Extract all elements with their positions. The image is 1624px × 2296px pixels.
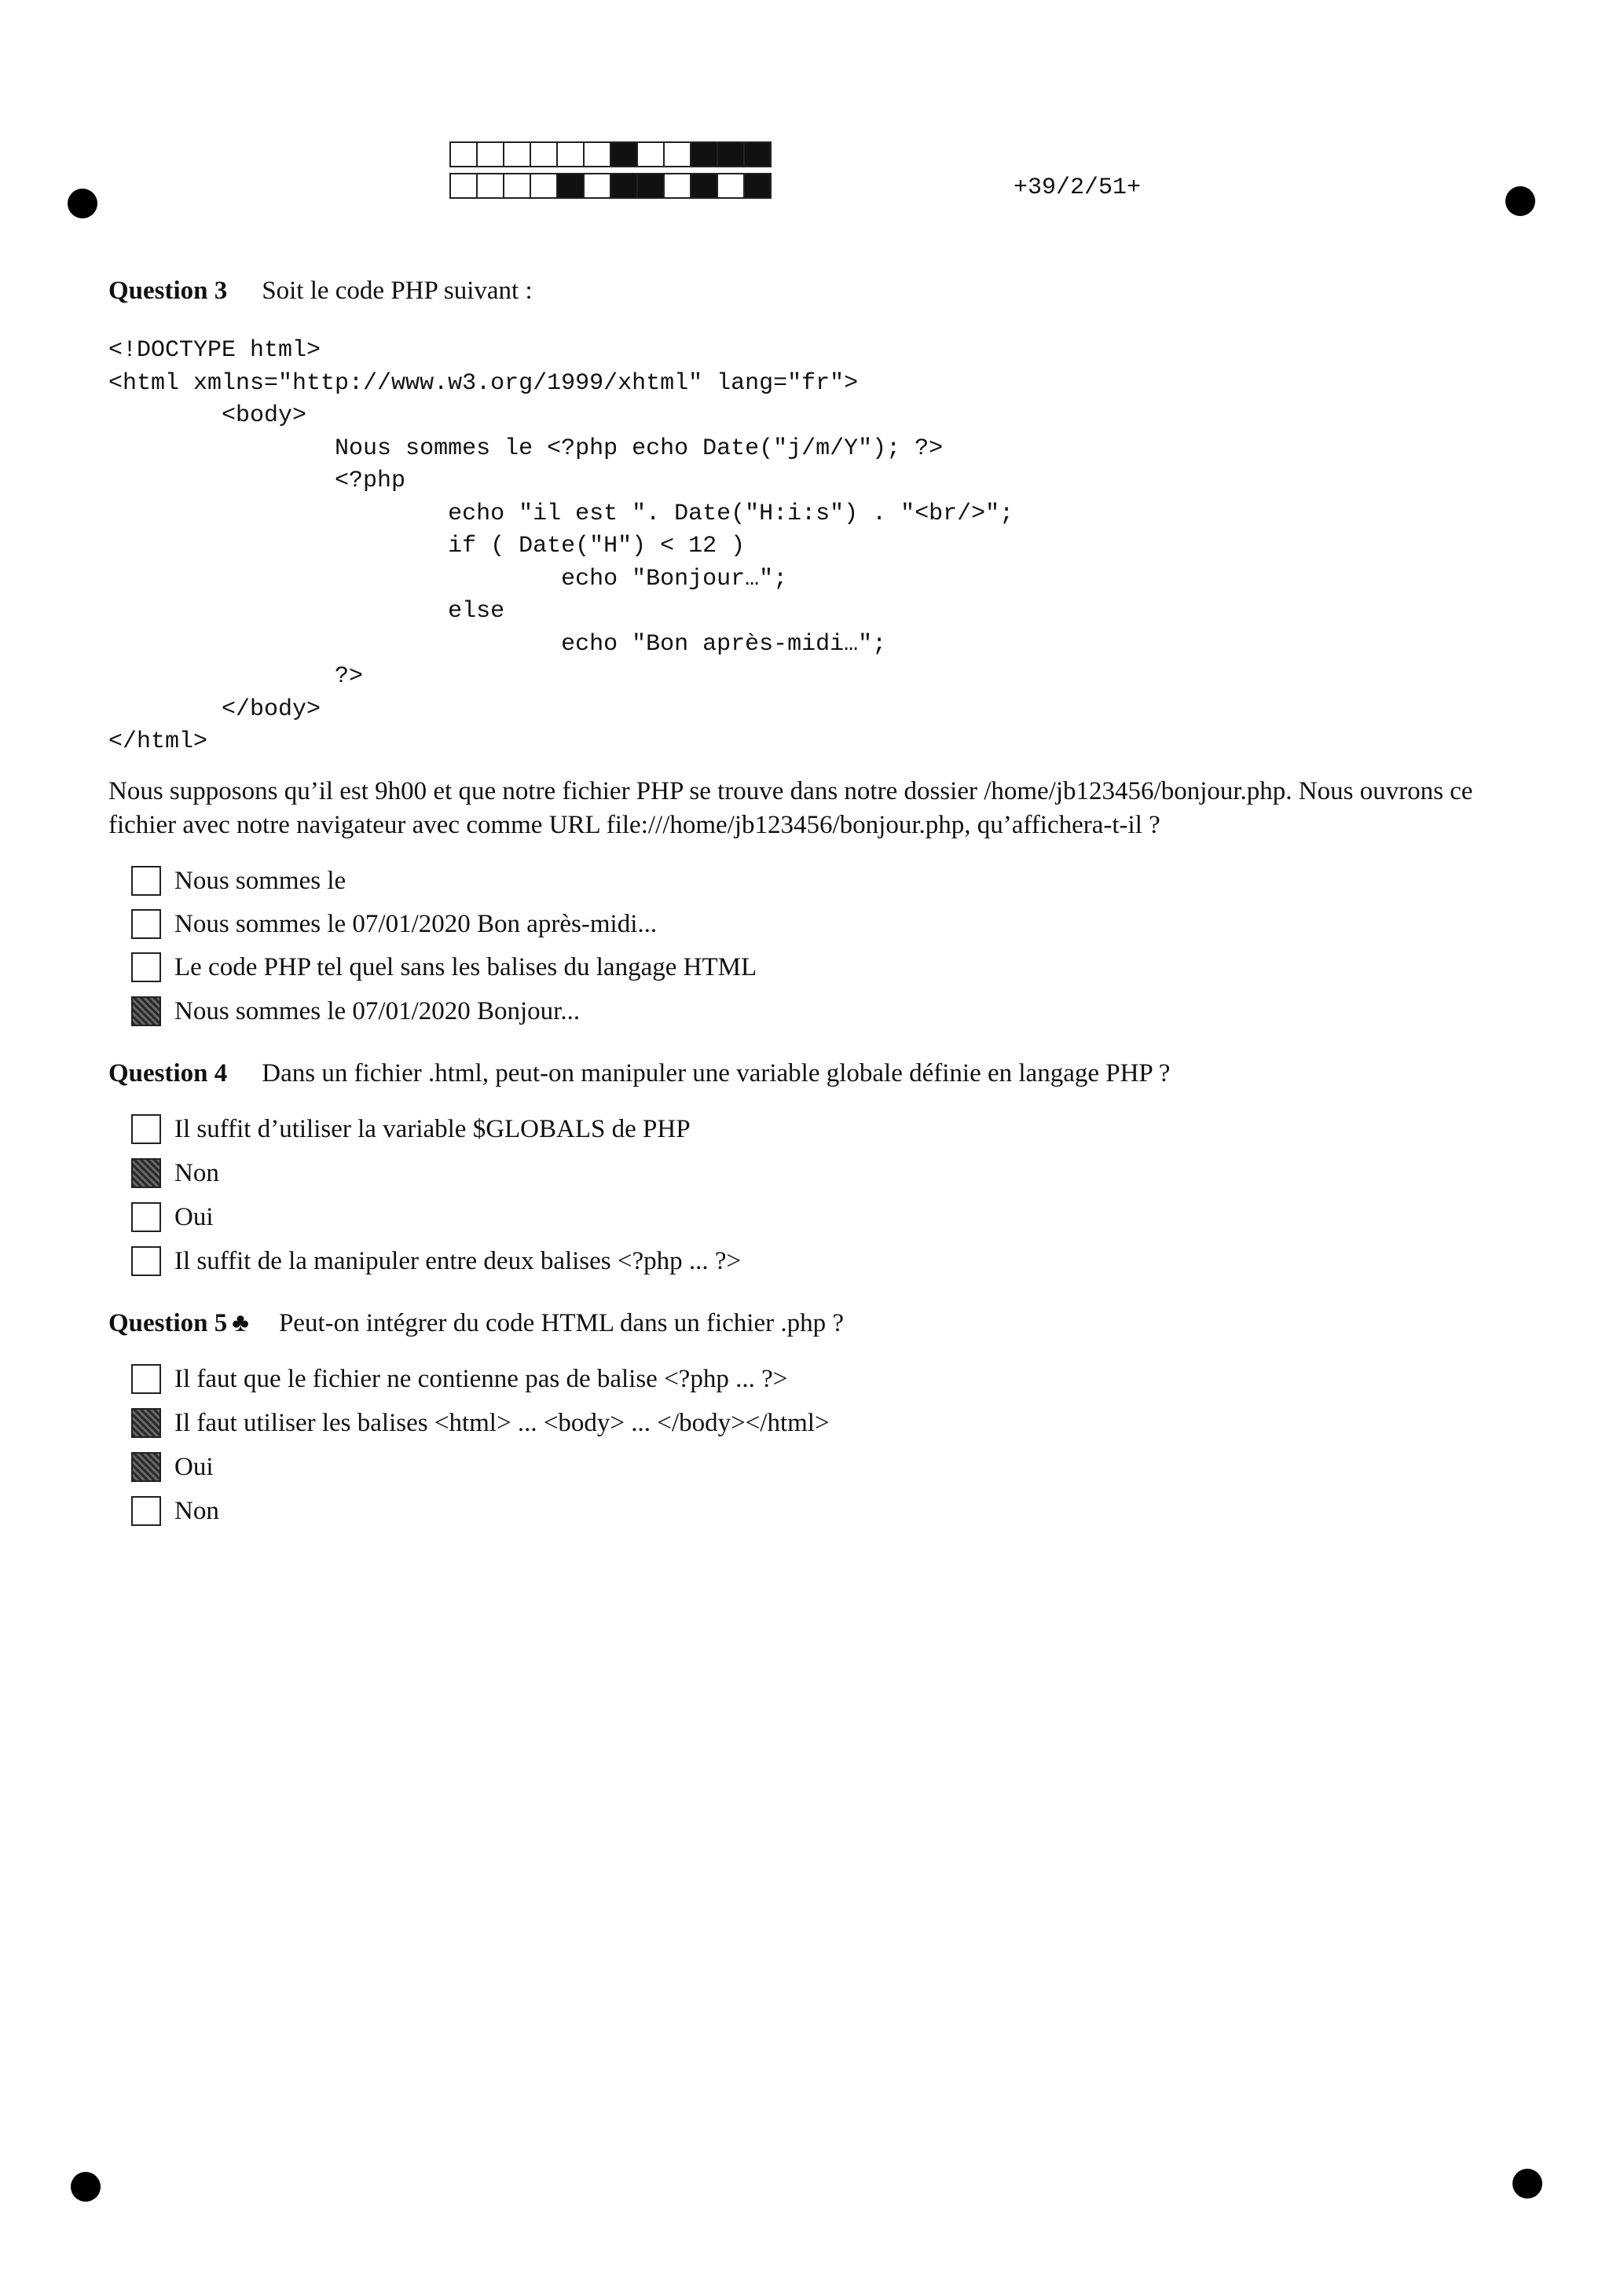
barcode-row-2 (449, 173, 770, 199)
q3-answer-2[interactable] (131, 909, 657, 939)
question-label: Question 4 (108, 1059, 228, 1087)
code-line: echo "Bonjour…"; (108, 565, 788, 592)
code-line: <?php (108, 468, 406, 494)
q5-answer-3[interactable] (131, 1452, 214, 1482)
answer-text: Non (174, 1496, 219, 1525)
registration-dot-top-left (68, 189, 97, 218)
code-line: Nous sommes le <?php echo Date("j/m/Y"); ?> (108, 435, 944, 462)
q4-answer-1[interactable] (131, 1114, 691, 1144)
barcode-cell (556, 141, 585, 167)
answer-text: Le code PHP tel quel sans les balises du langage HTML (174, 952, 757, 981)
code-line: else (108, 598, 505, 625)
barcode-cell (743, 141, 772, 167)
code-line: if ( Date("H") < 12 ) (108, 533, 746, 559)
page-id: +39/2/51+ (1014, 174, 1142, 201)
barcode-cell (663, 173, 691, 199)
code-line: <body> (108, 402, 307, 429)
answer-text: Il faut utiliser les balises <html> ... <body> ... </body></html> (174, 1408, 830, 1437)
answer-text: Il suffit de la manipuler entre deux balises <?php ... ?> (174, 1246, 742, 1275)
question-prompt: Peut-on intégrer du code HTML dans un fichier .php ? (278, 1309, 845, 1337)
checkbox[interactable] (131, 1452, 161, 1482)
question-prompt: Soit le code PHP suivant : (262, 277, 533, 305)
q5-answer-1[interactable] (131, 1364, 787, 1394)
question-label: Question 3 (108, 277, 228, 305)
answer-text: Nous sommes le (174, 866, 346, 895)
q3-answer-3[interactable] (131, 952, 757, 982)
q4-answer-4[interactable] (131, 1246, 741, 1276)
code-line: </body> (108, 695, 321, 723)
barcode-cell (690, 141, 718, 167)
checkbox[interactable] (131, 1246, 161, 1276)
registration-dot-top-right (1505, 186, 1535, 216)
q4-answer-2[interactable] (131, 1158, 219, 1188)
code-line: </html> (108, 728, 208, 755)
answer-text: Non (174, 1158, 219, 1187)
barcode-cell (690, 173, 718, 199)
checkbox[interactable] (131, 952, 161, 982)
checkbox[interactable] (131, 1408, 161, 1438)
checkbox[interactable] (131, 909, 161, 939)
checkbox[interactable] (131, 1158, 161, 1188)
question-3-body: Nous supposons qu’il est 9h00 et que notre fichier PHP se trouve dans notre dossier /home/jb123456/bonjour.php. Nous ouvrons ce fichier avec notre navigateur avec comme URL file:///home/jb123456/bonjour.php, qu’affichera-t-il ? (108, 777, 1473, 839)
barcode-cell (610, 141, 638, 167)
question-prompt: Dans un fichier .html, peut-on manipuler une variable globale définie en langage PHP ? (262, 1059, 1171, 1087)
answer-text: Il suffit d’utiliser la variable $GLOBALS de PHP (174, 1114, 691, 1143)
checkbox[interactable] (131, 866, 161, 896)
barcode-cell (449, 141, 478, 167)
answer-text: Nous sommes le 07/01/2020 Bonjour... (174, 996, 581, 1025)
q3-answer-4[interactable] (131, 996, 580, 1026)
question-label: Question 5 ♣ (108, 1309, 249, 1337)
barcode-cell (503, 173, 531, 199)
question-5-header (108, 1309, 844, 1338)
answer-text: Oui (174, 1452, 214, 1481)
barcode-cell (717, 173, 745, 199)
registration-dot-bottom-right (1512, 2169, 1542, 2199)
checkbox[interactable] (131, 1364, 161, 1394)
barcode-cell (530, 141, 558, 167)
answer-text: Il faut que le fichier ne contienne pas de balise <?php ... ?> (174, 1364, 788, 1393)
code-line: ?> (108, 663, 364, 690)
code-line: echo "Bon après-midi…"; (108, 630, 887, 658)
checkbox[interactable] (131, 1202, 161, 1232)
barcode-cell (743, 173, 772, 199)
registration-dot-bottom-left (71, 2172, 101, 2202)
barcode-cell (583, 141, 611, 167)
checkbox[interactable] (131, 1114, 161, 1144)
q4-answer-3[interactable] (131, 1202, 214, 1232)
checkbox[interactable] (131, 1496, 161, 1526)
barcode-row-1 (449, 141, 770, 167)
q5-answer-4[interactable] (131, 1496, 219, 1526)
barcode-cell (530, 173, 558, 199)
barcode-cell (583, 173, 611, 199)
barcode-cell (636, 173, 665, 199)
barcode-cell (503, 141, 531, 167)
q3-answer-1[interactable] (131, 866, 346, 896)
club-icon: ♣ (232, 1309, 249, 1337)
q5-answer-2[interactable] (131, 1408, 830, 1438)
barcode-cell (449, 173, 478, 199)
code-line: <!DOCTYPE html> (108, 337, 321, 364)
barcode-cell (476, 173, 504, 199)
code-line: echo "il est ". Date("H:i:s") . "<br/>"; (108, 500, 1014, 527)
barcode-cell (636, 141, 665, 167)
code-block (108, 335, 1014, 759)
question-3-header (108, 277, 533, 306)
barcode-cell (717, 141, 745, 167)
barcode-cell (610, 173, 638, 199)
barcode-cell (476, 141, 504, 167)
question-4-header (108, 1059, 1170, 1088)
code-line: <html xmlns="http://www.w3.org/1999/xhtml" lang="fr"> (108, 369, 859, 397)
barcode-cell (556, 173, 585, 199)
checkbox[interactable] (131, 996, 161, 1026)
barcode-cell (663, 141, 691, 167)
answer-text: Nous sommes le 07/01/2020 Bon après-midi... (174, 909, 658, 938)
answer-text: Oui (174, 1202, 214, 1231)
